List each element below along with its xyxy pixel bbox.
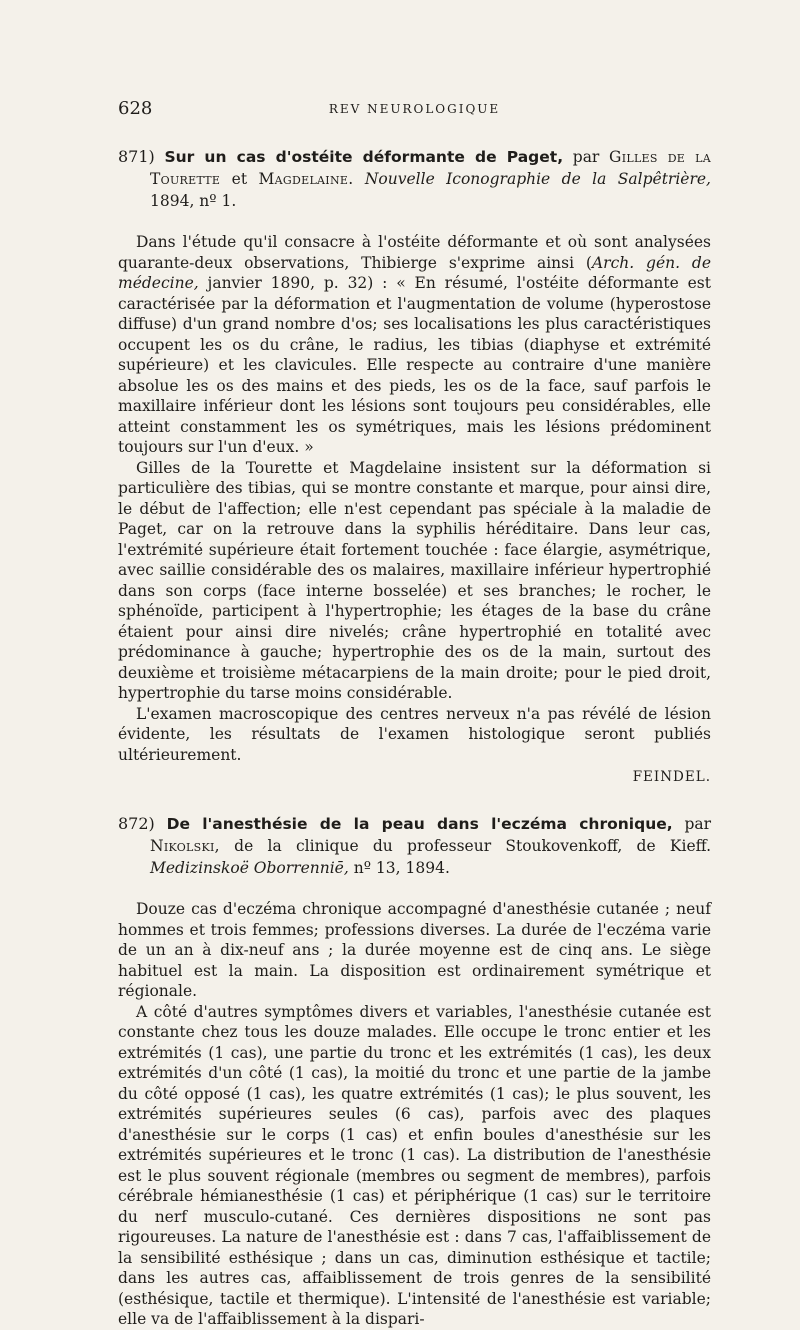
source-details: nº 13, 1894.	[353, 859, 450, 877]
paragraph: Douze cas d'eczéma chronique accompagné d'anesthésie cutanée ; neuf hommes et trois femmes; professions diverses. La durée de l'eczéma varie de un an à dix-neuf ans ; la durée moyenne est de cinq ans. Le siège habituel est la main. La disposition est ordinairement symétrique et régionale.	[118, 900, 711, 1000]
paragraph-text: janvier 1890, p. 32) : « En résumé, l'ostéite déformante est caractérisée par la déformation et l'augmentation de volume (hyperostose diffuse) d'un grand nombre d'os; ses localisations les plus caractéristiques occupent les os du crâne, le radius, les tibias (diaphyse et extrémité supérieure) et les clavicules. Elle respecte au contraire d'une manière absolue les os des mains et des pieds, les os de la face, sauf parfois le maxillaire inférieur dont les lésions sont toujours peu considérables, elle atteint constamment les os symétriques, mais les lésions prédominent toujours sur l'un d'eux. »	[118, 274, 711, 456]
page-number: 628	[118, 98, 153, 119]
entry-heading-871	[118, 146, 711, 212]
page-header	[118, 98, 711, 124]
entry-number: 872)	[118, 814, 155, 833]
signature: FEINDEL.	[632, 769, 711, 785]
page-content	[118, 146, 711, 1330]
author-name: Magdelaine.	[258, 170, 354, 188]
source-details: 1894, nº 1.	[150, 192, 237, 210]
source-journal: Medizinskoë Oborrenniē,	[150, 859, 349, 877]
entry-number: 871)	[118, 147, 155, 166]
by-word: par	[572, 148, 600, 166]
author-name: Gilles de la Tourette	[150, 148, 711, 188]
paragraph	[118, 232, 711, 458]
paragraph: A côté d'autres symptômes divers et variables, l'anesthésie cutanée est constante chez tous les douze malades. Elle occupe le tronc entier et les extrémités (1 cas), une partie du tronc et les extrémités (1 cas), les deux extrémités d'un côté (1 cas), la moitié du tronc et une partie de la jambe du côté opposé (1 cas), les quatre extrémités (1 cas); le plus souvent, les extrémités supérieures seules (6 cas), parfois avec des plaques d'anesthésie sur le corps (1 cas) et enfin boules d'anesthésie sur les extrémités supérieures et le tronc (1 cas). La distribution de l'anesthésie est le plus souvent régionale (membres ou segment de membres), parfois cérébrale hémianesthésie (1 cas) et périphérique (1 cas) sur le territoire du nerf musculo-cutané. Ces dernières dispositions ne sont pas rigoureuses. La nature de l'anesthésie est : dans 7 cas, l'affaiblissement de la sensibilité esthésique ; dans un cas, diminution esthésique et tactile; dans les autres cas, affaiblissement de trois genres de la sensibilité (esthésique, tactile et thermique). L'intensité de l'anesthésie est variable; elle va de l'affaiblissement à la dispari-	[118, 1002, 711, 1328]
paragraph: L'examen macroscopique des centres nerveux n'a pas révélé de lésion évidente, les résultats de l'examen histologique seront publiés ultérieurement.	[118, 704, 711, 764]
source-journal: Nouvelle Iconographie de la Salpêtrière,	[364, 170, 711, 188]
running-title: REV NEUROLOGIQUE	[328, 102, 501, 116]
entry-title: Sur un cas d'ostéite déformante de Paget,	[164, 148, 564, 166]
by-word: par	[684, 815, 712, 833]
entry-title: De l'anesthésie de la peau dans l'eczéma chronique,	[166, 815, 673, 833]
paragraph-text: Dans l'étude qu'il consacre à l'ostéite déformante et où sont analysées quarante-deux observations, Thibierge s'exprime ainsi (	[118, 233, 711, 272]
citation: Arch. gén. de médecine,	[118, 253, 711, 292]
entry-heading-872	[118, 813, 711, 879]
and-word: et	[231, 170, 248, 188]
author-name: Nikolski,	[150, 837, 220, 855]
clinic-text: de la clinique du professeur Stoukovenkoff, de Kieff.	[234, 837, 711, 855]
paragraph: Gilles de la Tourette et Magdelaine insistent sur la déformation si particulière des tibias, qui se montre constante et marque, pour ainsi dire, le début de l'affection; elle n'est cependant pas spéciale à la maladie de Paget, car on la retrouve dans la syphilis héréditaire. Dans leur cas, l'extrémité supérieure était fortement touchée : face élargie, asymétrique, avec saillie considérable des os malaires, maxillaire inférieur hypertrophié dans son corps (face interne bosselée) et ses branches; le rocher, le sphénoïde, participent à l'hypertrophie; les étages de la base du crâne étaient pour ainsi dire nivelés; crâne hypertrophié en totalité avec prédominance à gauche; hypertrophie des os de la main, surtout des deuxième et troisième métacarpiens de la main droite; pour le pied droit, hypertrophie du tarse moins considérable.	[118, 458, 711, 702]
